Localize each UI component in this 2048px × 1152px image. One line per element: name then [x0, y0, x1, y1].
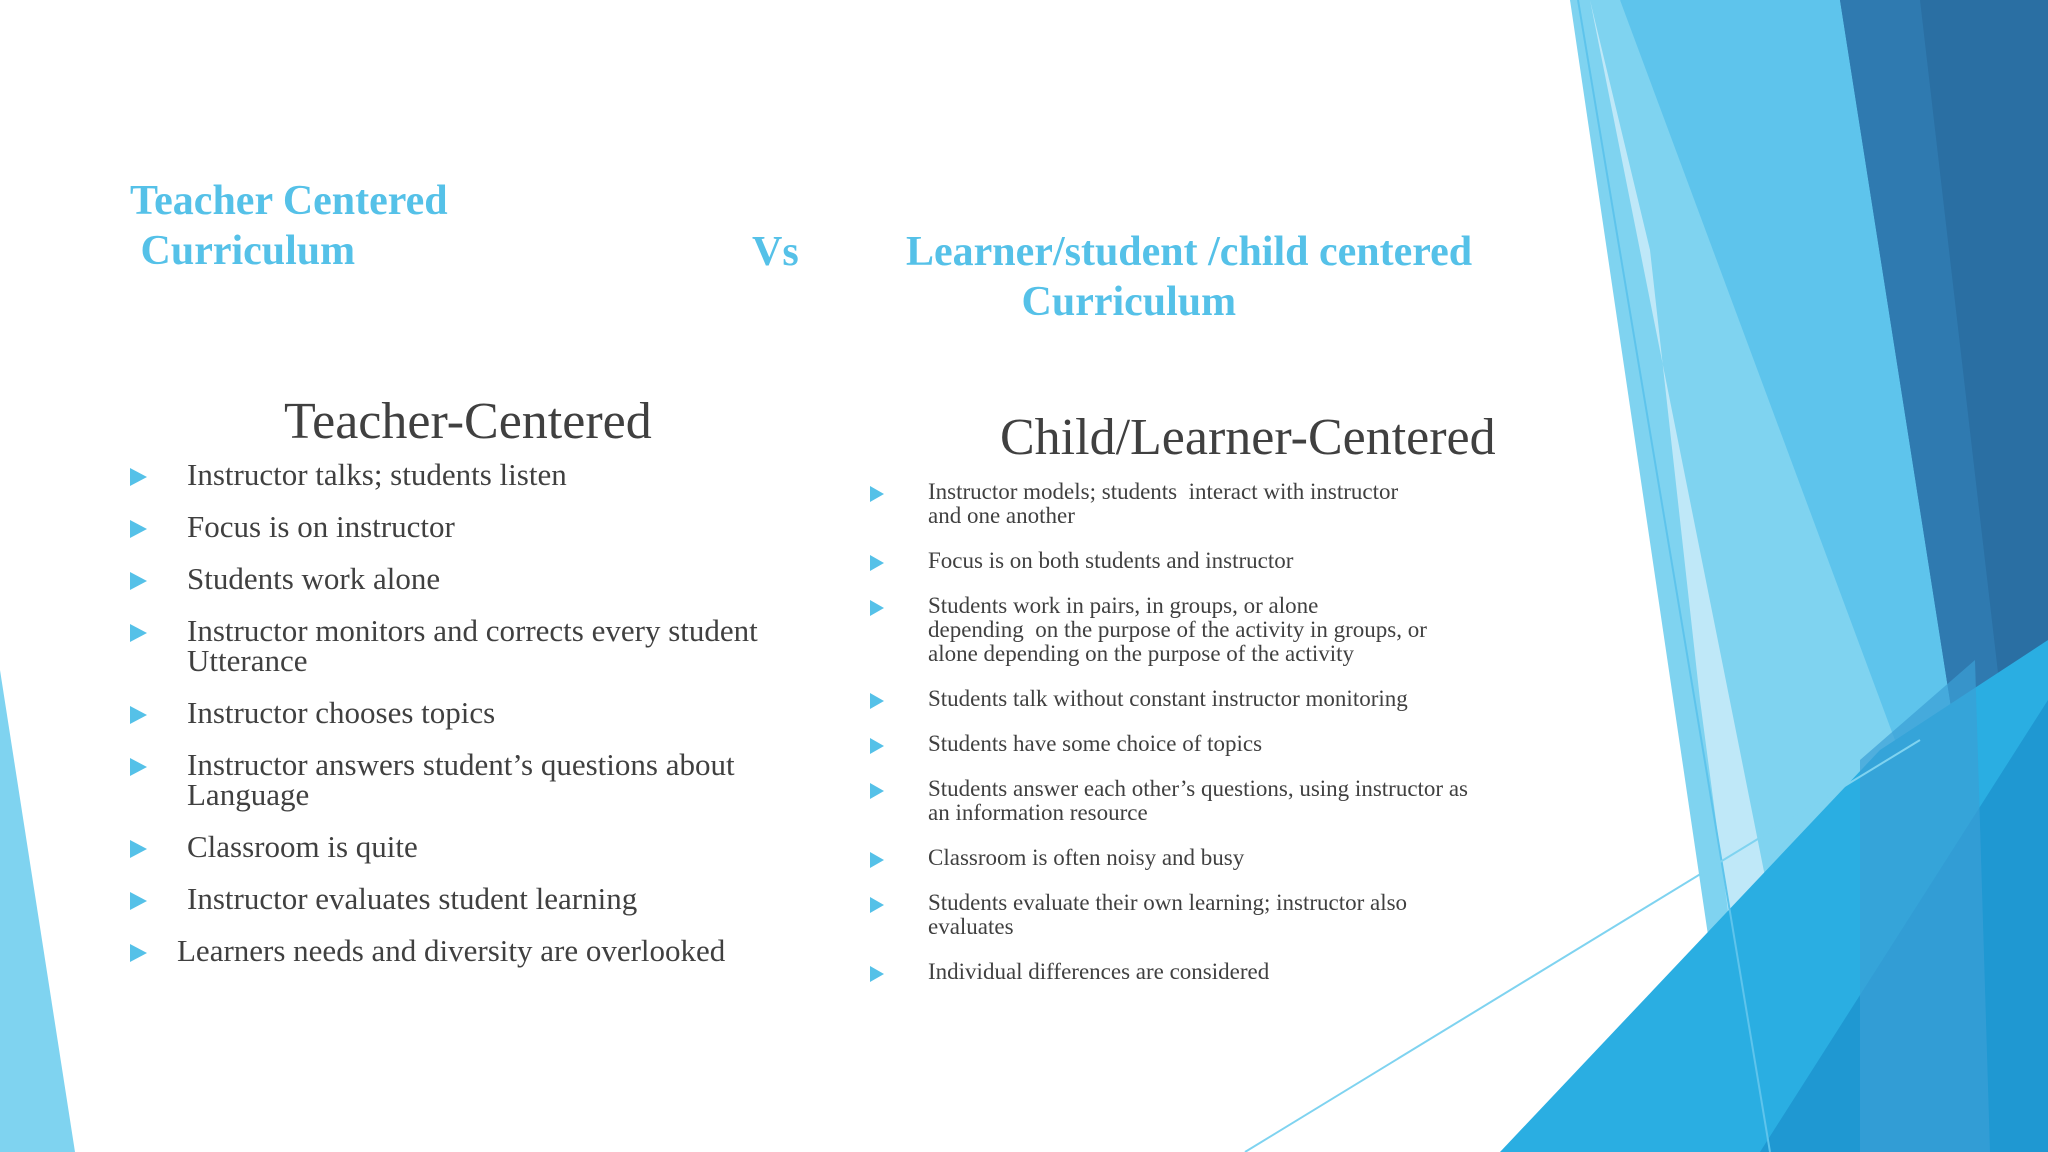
- heading-teacher-centered: Teacher Centered Curriculum: [130, 178, 448, 275]
- triangle-bullet-icon: [130, 468, 147, 486]
- triangle-bullet-icon: [130, 944, 147, 962]
- list-item: Instructor models; students interact with instructor and one another: [870, 480, 1570, 528]
- heading-learner-centered: Learner/student /child centered Curriculum: [906, 229, 1473, 326]
- heading-vs: Vs: [752, 229, 799, 275]
- triangle-bullet-icon: [130, 892, 147, 910]
- list-item: Instructor monitors and corrects every student Utterance: [130, 616, 810, 676]
- list-item: Learners needs and diversity are overlooked: [130, 936, 810, 966]
- triangle-bullet-icon: [870, 486, 884, 502]
- triangle-bullet-icon: [870, 966, 884, 982]
- list-item: Classroom is often noisy and busy: [870, 846, 1570, 870]
- triangle-bullet-icon: [870, 738, 884, 754]
- list-item: Students have some choice of topics: [870, 732, 1570, 756]
- triangle-bullet-icon: [130, 706, 147, 724]
- list-item: Instructor answers student’s questions about Language: [130, 750, 810, 810]
- list-item: Students talk without constant instructor monitoring: [870, 687, 1570, 711]
- teacher-centered-list: [130, 457, 810, 988]
- triangle-bullet-icon: [130, 520, 147, 538]
- triangle-bullet-icon: [870, 897, 884, 913]
- triangle-bullet-icon: [130, 624, 147, 642]
- triangle-bullet-icon: [870, 693, 884, 709]
- list-item: Students evaluate their own learning; instructor also evaluates: [870, 891, 1570, 939]
- triangle-bullet-icon: [870, 783, 884, 799]
- triangle-bullet-icon: [870, 600, 884, 616]
- list-item: Students work in pairs, in groups, or alone depending on the purpose of the activity in groups, or alone depending on the purpose of the activity: [870, 594, 1570, 666]
- triangle-bullet-icon: [870, 555, 884, 571]
- triangle-bullet-icon: [130, 840, 147, 858]
- learner-centered-list: [870, 480, 1570, 1005]
- list-item: Students answer each other’s questions, using instructor as an information resource: [870, 777, 1570, 825]
- list-item: Focus is on both students and instructor: [870, 549, 1570, 573]
- triangle-bullet-icon: [130, 758, 147, 776]
- triangle-bullet-icon: [130, 572, 147, 590]
- list-item: Classroom is quite: [130, 832, 810, 862]
- list-item: Students work alone: [130, 564, 810, 594]
- triangle-bullet-icon: [870, 852, 884, 868]
- list-item: Instructor chooses topics: [130, 698, 810, 728]
- column-title-learner: Child/Learner-Centered: [1000, 409, 1496, 466]
- list-item: Instructor talks; students listen: [130, 460, 810, 490]
- list-item: Individual differences are considered: [870, 960, 1570, 984]
- list-item: Instructor evaluates student learning: [130, 884, 810, 914]
- column-title-teacher: Teacher-Centered: [284, 393, 652, 450]
- list-item: Focus is on instructor: [130, 512, 810, 542]
